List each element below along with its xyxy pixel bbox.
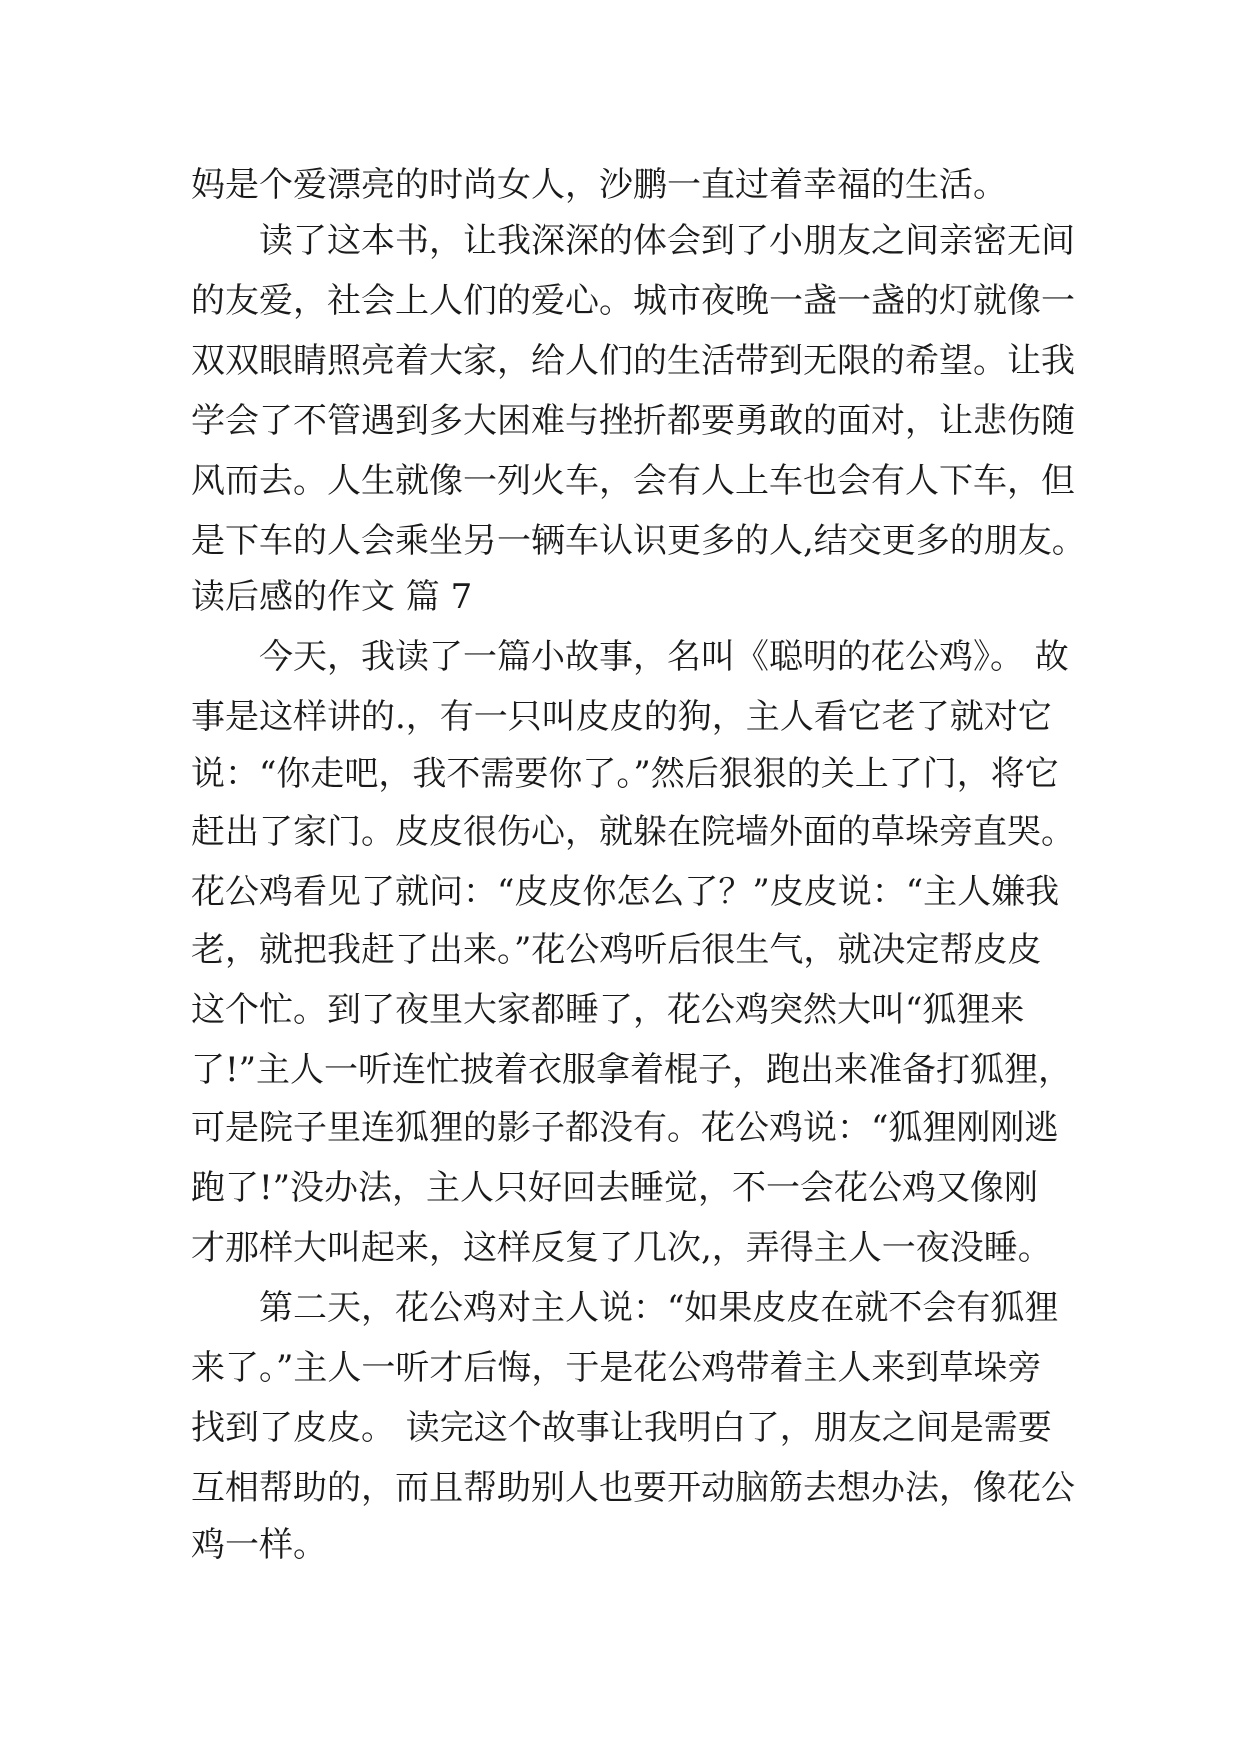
paragraph-line	[0, 1278, 1241, 1338]
line-text: 学会了不管遇到多大困难与挫折都要勇敢的面对，让悲伤随	[191, 401, 1075, 441]
line-text: 花公鸡看见了就问：“皮皮你怎么了？”皮皮说：“主人嫌我	[191, 872, 1060, 912]
line-text: 赶出了家门。皮皮很伤心，就躲在院墙外面的草垛旁直哭。	[191, 812, 1075, 852]
line-text: 才那样大叫起来，这样反复了几次,，弄得主人一夜没睡。	[191, 1228, 1052, 1268]
section-heading	[0, 567, 1241, 627]
paragraph-line	[0, 687, 1241, 747]
line-text: 第二天，花公鸡对主人说：“如果皮皮在就不会有狐狸	[259, 1288, 1059, 1328]
line-text: 今天，我读了一篇小故事，名叫《聪明的花公鸡》。 故	[259, 637, 1069, 677]
paragraph-line	[0, 802, 1241, 862]
paragraph-line	[0, 627, 1241, 687]
line-text: 说：“你走吧，我不需要你了。”然后狠狠的关上了门，将它	[191, 754, 1059, 794]
paragraph-line	[0, 271, 1241, 331]
paragraph-line	[0, 1338, 1241, 1398]
paragraph-line	[0, 1515, 1241, 1575]
line-text: 可是院子里连狐狸的影子都没有。花公鸡说：“狐狸刚刚逃	[191, 1108, 1059, 1148]
line-text: 风而去。人生就像一列火车，会有人上车也会有人下车，但	[191, 461, 1075, 501]
line-text: 鸡一样。	[191, 1525, 327, 1565]
paragraph-line	[0, 1040, 1241, 1100]
paragraph-line	[0, 391, 1241, 451]
line-text: 读了这本书，让我深深的体会到了小朋友之间亲密无间	[259, 221, 1075, 261]
line-text: 老，就把我赶了出来。”花公鸡听后很生气，就决定帮皮皮	[191, 930, 1042, 970]
paragraph-line	[0, 451, 1241, 511]
line-text: 这个忙。到了夜里大家都睡了，花公鸡突然大叫“狐狸来	[191, 990, 1025, 1030]
line-text: 了!”主人一听连忙披着衣服拿着棍子，跑出来准备打狐狸，	[191, 1050, 1073, 1090]
paragraph-line	[0, 744, 1241, 804]
line-text: 来了。”主人一听才后悔，于是花公鸡带着主人来到草垛旁	[191, 1348, 1042, 1388]
heading-text: 读后感的作文 篇 7	[191, 577, 473, 617]
paragraph-line	[0, 1098, 1241, 1158]
line-text: 找到了皮皮。 读完这个故事让我明白了，朋友之间是需要	[191, 1408, 1052, 1448]
line-text: 双双眼睛照亮着大家，给人们的生活带到无限的希望。让我	[191, 341, 1075, 381]
paragraph-line	[0, 155, 1241, 215]
paragraph-line	[0, 1398, 1241, 1458]
line-text: 事是这样讲的.，有一只叫皮皮的狗，主人看它老了就对它	[191, 697, 1052, 737]
line-text: 跑了!”没办法，主人只好回去睡觉，不一会花公鸡又像刚	[191, 1168, 1039, 1208]
line-text: 互相帮助的，而且帮助别人也要开动脑筋去想办法，像花公	[191, 1468, 1075, 1508]
paragraph-line	[0, 1458, 1241, 1518]
line-text: 的友爱，社会上人们的爱心。城市夜晚一盏一盏的灯就像一	[191, 281, 1075, 321]
paragraph-line	[0, 211, 1241, 271]
paragraph-line	[0, 980, 1241, 1040]
paragraph-line	[0, 331, 1241, 391]
paragraph-line	[0, 511, 1241, 571]
line-text: 是下车的人会乘坐另一辆车认识更多的人,结交更多的朋友。	[191, 521, 1086, 561]
paragraph-line	[0, 862, 1241, 922]
paragraph-line	[0, 1158, 1241, 1218]
paragraph-line	[0, 920, 1241, 980]
paragraph-line	[0, 1218, 1241, 1278]
line-text: 妈是个爱漂亮的时尚女人，沙鹏一直过着幸福的生活。	[191, 165, 1007, 205]
